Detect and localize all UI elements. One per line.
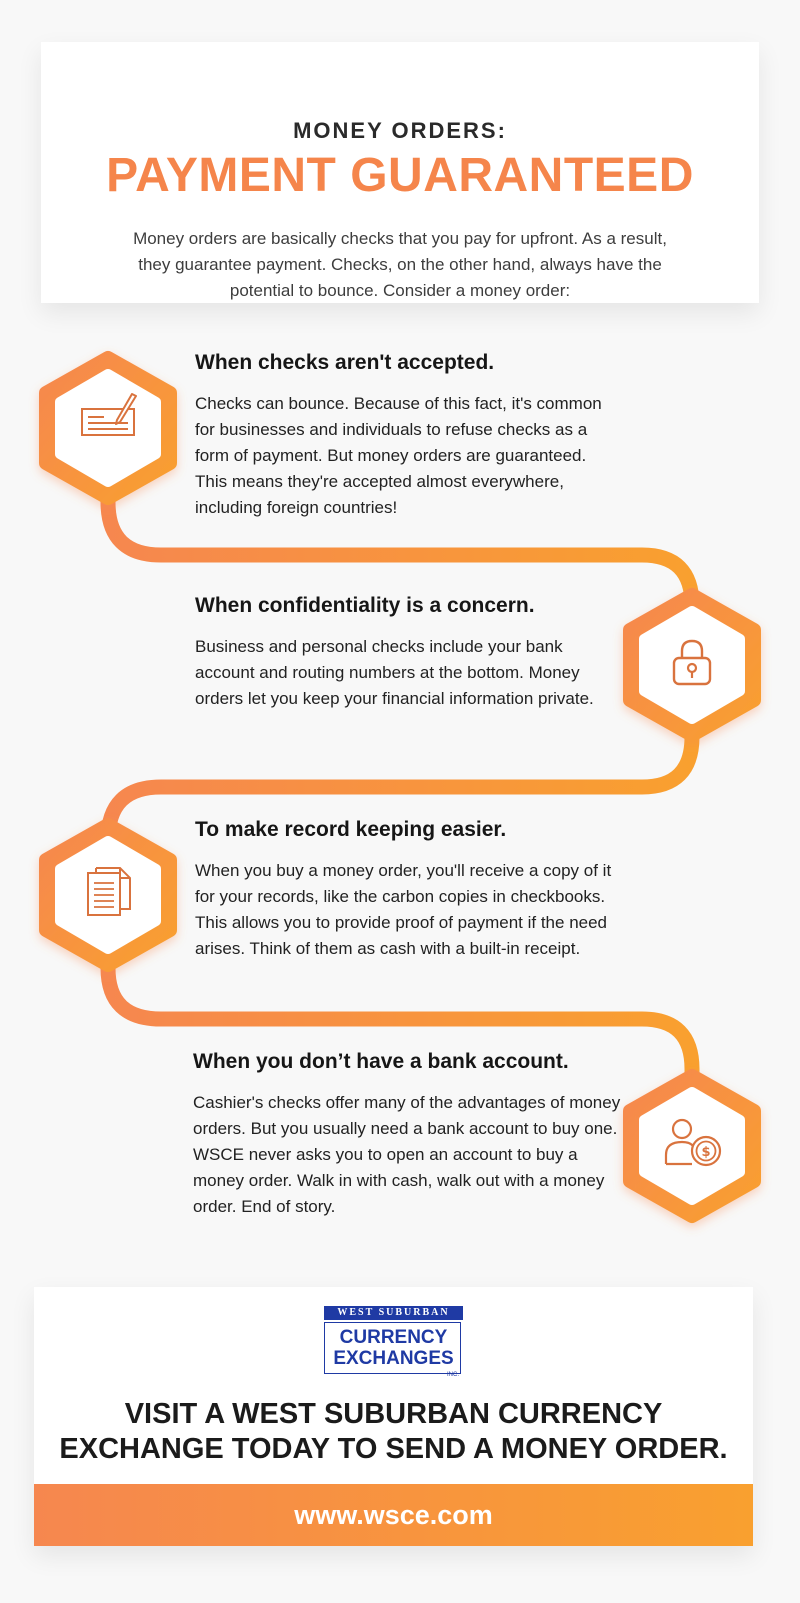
step-4-body: Cashier's checks offer many of the advantages of money orders. But you usually need a bank account to buy one. WSCE never asks you to open an account to buy a money order. Walk in with cash, walk out with a money order. End of story. [193, 1093, 621, 1216]
logo-top-band: WEST SUBURBAN [324, 1306, 463, 1320]
svg-text:$: $ [701, 1145, 711, 1160]
step-3-body: When you buy a money order, you'll receive a copy of it for your records, like the carbon copies in checkbooks. This allows you to provide proof of payment if the need arises. Think of them as cash with a built-in receipt. [195, 861, 612, 958]
wsce-logo [324, 1306, 463, 1381]
cta-line-1: VISIT A WEST SUBURBAN CURRENCY [124, 1398, 663, 1430]
call-to-action [34, 1397, 753, 1467]
footer-card [34, 1287, 753, 1546]
logo-line-1: CURRENCY [339, 1327, 448, 1348]
logo-suffix: INC. [447, 1372, 459, 1378]
header-intro: Money orders are basically checks that you pay for upfront. As a result, they guarantee payment. Checks, on the other hand, always have the potential to bounce. Consider a money order: [133, 229, 667, 300]
logo-line-2: EXCHANGES [333, 1348, 454, 1369]
step-2-body: Business and personal checks include your bank account and routing numbers at the bottom. Money orders let you keep your financial information private. [195, 637, 594, 708]
step-1-title: When checks aren't accepted. [195, 351, 495, 374]
header-overline: MONEY ORDERS: [293, 118, 507, 143]
person-money-icon [664, 1117, 724, 1169]
header-headline: PAYMENT GUARANTEED [106, 149, 694, 202]
connector-path [108, 495, 692, 1080]
lock-icon [668, 638, 716, 686]
website-link[interactable]: www.wsce.com [34, 1484, 753, 1546]
document-icon [84, 865, 134, 919]
step-4-title: When you don’t have a bank account. [193, 1050, 569, 1073]
check-icon [80, 392, 140, 442]
step-2-title: When confidentiality is a concern. [195, 594, 535, 617]
cta-line-2: EXCHANGE TODAY TO SEND A MONEY ORDER. [59, 1433, 728, 1465]
step-1-body: Checks can bounce. Because of this fact, it's common for businesses and individuals to refuse checks as a form of payment. But money orders are guaranteed. This means they're accepted almost everywhere, including foreign countries! [195, 394, 602, 517]
step-3-title: To make record keeping easier. [195, 818, 507, 841]
